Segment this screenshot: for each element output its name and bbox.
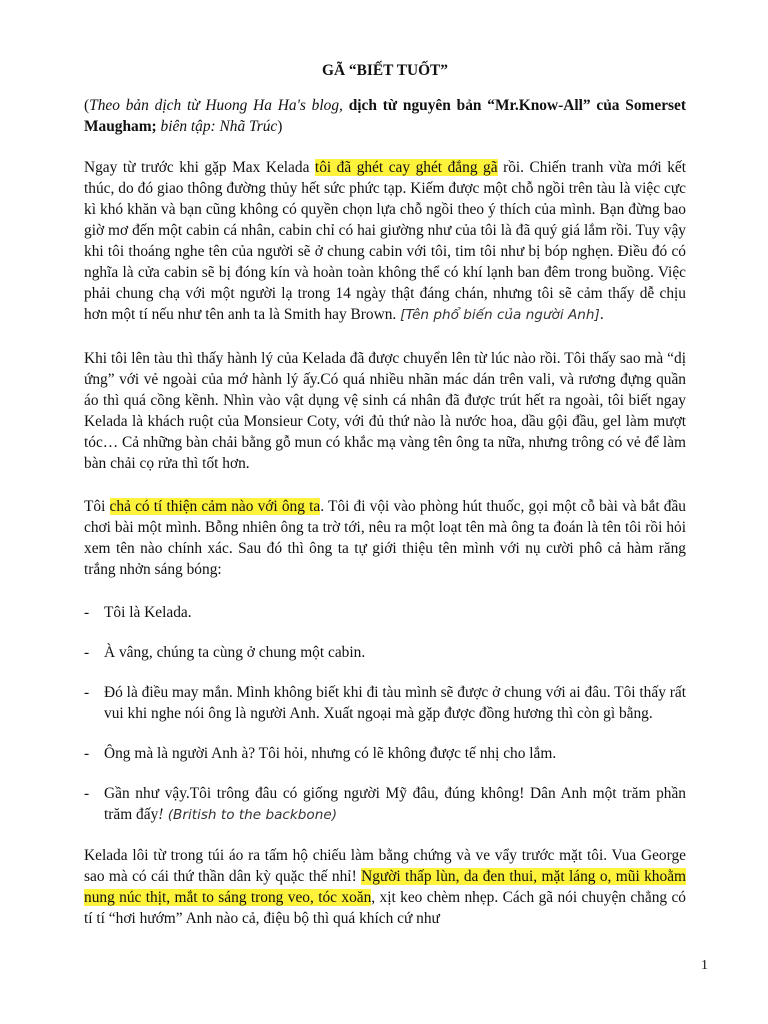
paragraph-1-highlight: tôi đã ghét cay ghét đắng gã [314, 159, 498, 176]
dialogue-line-2 [84, 642, 686, 663]
attribution-source: Theo bản dịch từ Huong Ha Ha's blog, [89, 97, 343, 114]
paragraph-3-text-b: . Tôi đi vội vào phòng hút thuốc, gọi một cỗ bài và bắt đầu chơi bài một mình. Bỗng nhiên ông ta trờ tới, nêu ra một loạt tên mà ông ta đoán là tên tôi rồi hỏi xem tên nào chính xác. Sau đó thì ông ta tự giới thiệu tên mình với nụ cười phô cả hàm răng trắng nhởn sáng bóng: [84, 498, 686, 578]
paragraph-4-highlight: Người thấp lùn, da đen thui, mặt láng o, mũi khoằm nung núc thịt, mắt to sáng trong veo, tóc xoăn [84, 868, 687, 906]
paragraph-4-text-a: Kelada lôi từ trong túi áo ra tấm hộ chiếu làm bằng chứng và ve vẩy trước mặt tôi. Vua George sao mà có cái thứ thần dân kỳ quặc thế nhỉ! [84, 847, 686, 885]
paragraph-4 [84, 845, 686, 929]
paragraph-1-end: . [599, 306, 604, 323]
document-title: GÃ “BIẾT TUỐT” [321, 62, 449, 79]
dialogue-line-1 [84, 602, 686, 623]
dialogue-dash: - [84, 604, 90, 621]
dialogue-5-text: Gần như vậy.Tôi trông đâu có giống người Mỹ đâu, đúng không! Dân Anh một trăm phần trăm đấy [104, 785, 686, 823]
page-number: 1 [701, 958, 708, 973]
attribution-close-paren: ) [277, 118, 283, 135]
paragraph-3-text-a: Tôi [84, 498, 110, 515]
dialogue-dash: - [84, 684, 90, 701]
dialogue-dash: - [84, 785, 90, 802]
dialogue-5-mark: ! [158, 806, 164, 823]
dialogue-line-3 [84, 682, 686, 724]
attribution-line [84, 95, 686, 137]
dialogue-text: Tôi là Kelada. [104, 604, 192, 621]
dialogue-5-note: (British to the backbone) [163, 807, 337, 823]
dialogue-text [104, 783, 686, 826]
dialogue-line-5 [84, 783, 686, 826]
dialogue-text: Đó là điều may mắn. Mình không biết khi đi tàu mình sẽ được ở chung với ai đâu. Tôi thấy rất vui khi nghe nói ông là người Anh. Xuất ngoại mà gặp được đồng hương thì còn gì bằng. [104, 684, 686, 722]
paragraph-3 [84, 496, 686, 580]
attribution-editor: biên tập: Nhã Trúc [156, 118, 278, 135]
paragraph-1-text-b: rồi. Chiến tranh vừa mới kết thúc, do đó giao thông đường thủy hết sức phức tạp. Kiếm được một chỗ ngồi trên tàu là việc cực kì khó khăn và bạn cũng không có quyền chọn lựa chỗ ngồi theo ý thích của mình. Bạn đừng bao giờ mơ đến một cabin cá nhân, cabin chỉ có hai giường như của tôi là đã quý giá lắm rồi. Tuy vậy khi tôi thoáng nghe tên của người sẽ ở chung cabin với tôi, tim tôi như bị bóp nghẹn. Điều đó có nghĩa là cửa cabin sẽ bị đóng kín và hoàn toàn không thể có khí lạnh ban đêm trong buồng. Việc phải chung chạ với một người lạ trong 14 ngày thật đáng chán, nhưng tôi sẽ cảm thấy dễ chịu hơn một tí nếu như tên anh ta là Smith hay Brown. [84, 159, 687, 323]
paragraph-1-note: [Tên phổ biến của người Anh] [400, 307, 600, 323]
document-page [84, 60, 686, 951]
dialogue-line-4 [84, 743, 686, 764]
paragraph-3-highlight: chả có tí thiện cảm nào với ông ta [109, 498, 321, 515]
attribution-open-paren: ( [84, 97, 90, 114]
dialogue-text: À vâng, chúng ta cùng ở chung một cabin. [104, 644, 366, 661]
paragraph-2: Khi tôi lên tàu thì thấy hành lý của Kelada đã được chuyển lên từ lúc nào rồi. Tôi thấy sao mà “dị ứng” với vẻ ngoài của mớ hành lý ấy.Có quá nhiều nhãn mác dán trên vali, và rương đựng quần áo thì quá cồng kềnh. Nhìn vào vật dụng vệ sinh cá nhân đã được trút hết ra ngoài, tôi biết ngay Kelada là khách ruột của Monsieur Coty, với đủ thứ nào là nước hoa, dầu gội đầu, gel làm mượt tóc… Cả những bàn chải bằng gỗ mun có khắc mạ vàng tên ông ta nữa, nhưng trông có vẻ để làm bàn chải cọ rửa thì tốt hơn. [84, 350, 687, 472]
dialogue-dash: - [84, 745, 90, 762]
paragraph-1-text-a: Ngay từ trước khi gặp Max Kelada [84, 159, 315, 176]
dialogue-dash: - [84, 644, 90, 661]
paragraph-4-text-b: , xịt keo chèm nhẹp. Cách gã nói chuyện chẳng có tí tí “hơi hướm” Anh nào cả, điệu bộ thì quá khích cứ như [84, 889, 686, 927]
paragraph-1 [84, 157, 686, 326]
attribution-translated: dịch từ nguyên bản “Mr.Know-All” của Somerset Maugham; [84, 97, 686, 135]
dialogue-text: Ông mà là người Anh à? Tôi hỏi, nhưng có lẽ không được tế nhị cho lắm. [104, 745, 557, 762]
